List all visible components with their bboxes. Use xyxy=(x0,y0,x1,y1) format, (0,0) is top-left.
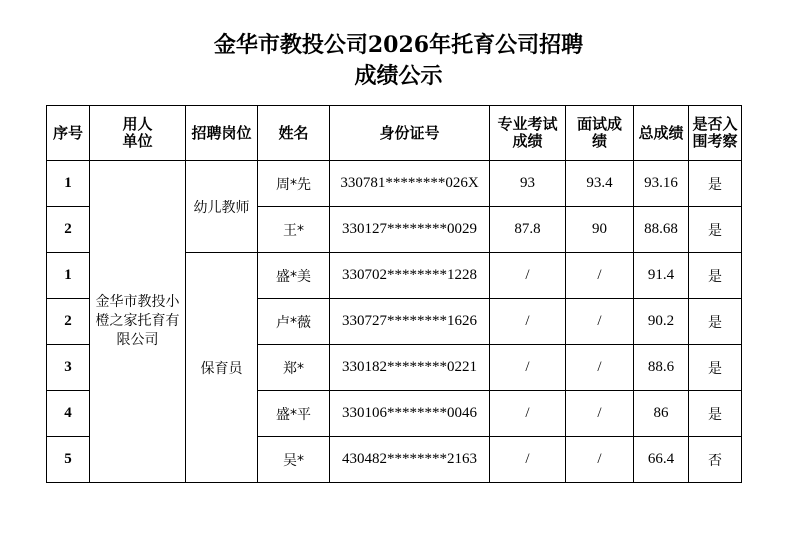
row-total: 86 xyxy=(634,391,689,437)
row-total: 91.4 xyxy=(634,253,689,299)
header-interview xyxy=(566,106,634,161)
row-seq: 1 xyxy=(47,253,90,299)
row-shortlist: 是 xyxy=(689,253,742,299)
row-shortlist: 否 xyxy=(689,437,742,483)
results-table xyxy=(46,105,742,483)
row-id: 330182********0221 xyxy=(330,345,490,391)
row-written: 93 xyxy=(490,161,566,207)
row-written: / xyxy=(490,391,566,437)
header-total: 总成绩 xyxy=(634,106,689,161)
row-seq: 5 xyxy=(47,437,90,483)
document-subtitle: 成绩公示 xyxy=(354,63,443,89)
row-id: 330727********1626 xyxy=(330,299,490,345)
row-written: / xyxy=(490,345,566,391)
row-name: 盛*平 xyxy=(258,391,330,437)
employer-unit-text: 金华市教投小橙之家托育有限公司 xyxy=(95,294,180,348)
row-interview: / xyxy=(566,391,634,437)
position-caregiver: 保育员 xyxy=(186,253,258,483)
row-shortlist: 是 xyxy=(689,161,742,207)
row-seq: 2 xyxy=(47,207,90,253)
row-interview: / xyxy=(566,299,634,345)
row-shortlist: 是 xyxy=(689,207,742,253)
table-row xyxy=(47,161,742,207)
row-interview: / xyxy=(566,345,634,391)
row-id: 330781********026X xyxy=(330,161,490,207)
row-interview: / xyxy=(566,253,634,299)
header-unit-text: 用人单位 xyxy=(122,115,153,150)
row-id: 330702********1228 xyxy=(330,253,490,299)
header-id: 身份证号 xyxy=(330,106,490,161)
table-header-row xyxy=(47,106,742,161)
document-title: 金华市教投公司2026年托育公司招聘 xyxy=(213,32,584,58)
row-name: 郑* xyxy=(258,345,330,391)
row-name: 吴* xyxy=(258,437,330,483)
row-seq: 1 xyxy=(47,161,90,207)
row-name: 周*先 xyxy=(258,161,330,207)
header-unit xyxy=(90,106,186,161)
row-total: 88.6 xyxy=(634,345,689,391)
row-shortlist: 是 xyxy=(689,299,742,345)
row-name: 盛*美 xyxy=(258,253,330,299)
header-shortlist-text: 是否入围考察 xyxy=(692,115,738,150)
row-total: 88.68 xyxy=(634,207,689,253)
row-written: 87.8 xyxy=(490,207,566,253)
row-seq: 2 xyxy=(47,299,90,345)
row-shortlist: 是 xyxy=(689,391,742,437)
row-id: 430482********2163 xyxy=(330,437,490,483)
row-written: / xyxy=(490,299,566,345)
row-total: 93.16 xyxy=(634,161,689,207)
row-id: 330106********0046 xyxy=(330,391,490,437)
header-seq: 序号 xyxy=(47,106,90,161)
row-total: 90.2 xyxy=(634,299,689,345)
header-position: 招聘岗位 xyxy=(186,106,258,161)
employer-unit xyxy=(90,161,186,483)
row-written: / xyxy=(490,437,566,483)
row-interview: 90 xyxy=(566,207,634,253)
header-written xyxy=(490,106,566,161)
header-written-text: 专业考试成绩 xyxy=(497,115,558,150)
row-seq: 3 xyxy=(47,345,90,391)
position-teacher: 幼儿教师 xyxy=(186,161,258,253)
header-name: 姓名 xyxy=(258,106,330,161)
row-interview: / xyxy=(566,437,634,483)
row-written: / xyxy=(490,253,566,299)
row-total: 66.4 xyxy=(634,437,689,483)
row-shortlist: 是 xyxy=(689,345,742,391)
row-interview: 93.4 xyxy=(566,161,634,207)
row-name: 卢*薇 xyxy=(258,299,330,345)
header-interview-text: 面试成绩 xyxy=(576,115,622,150)
row-seq: 4 xyxy=(47,391,90,437)
header-shortlist xyxy=(689,106,742,161)
row-id: 330127********0029 xyxy=(330,207,490,253)
row-name: 王* xyxy=(258,207,330,253)
